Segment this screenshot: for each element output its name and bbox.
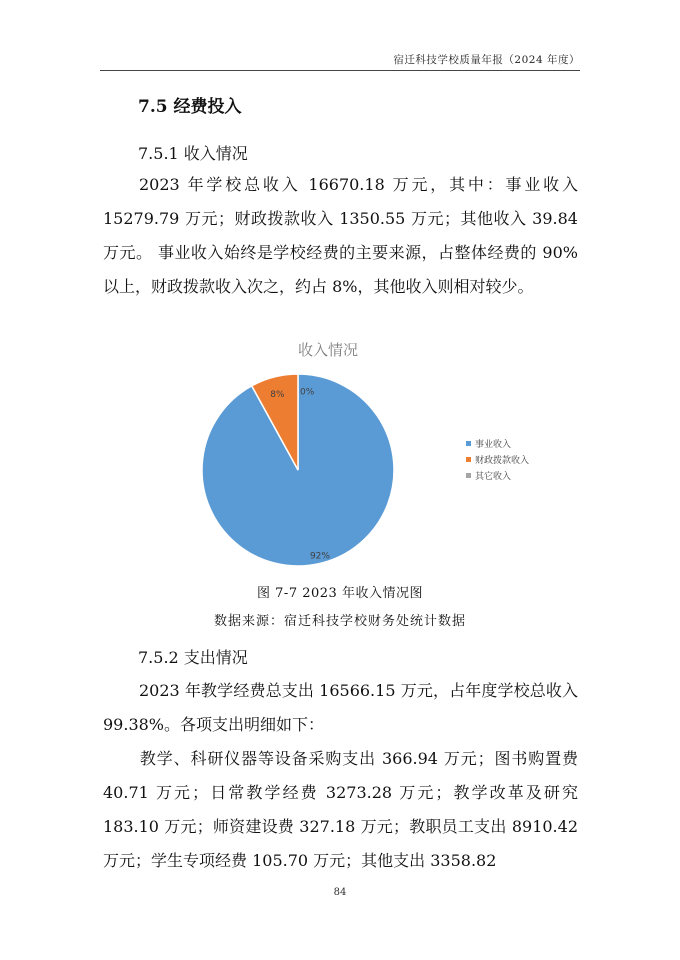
figure-source: 数据来源：宿迁科技学校财务处统计数据 (213, 614, 466, 629)
legend-swatch-1 (466, 441, 471, 446)
pie-label-3: 0% (300, 387, 315, 398)
expense-intro-paragraph (103, 674, 578, 742)
page-number: 84 (333, 887, 347, 898)
pie-label-1: 92% (309, 551, 330, 562)
figure-caption: 图 7-7 2023 年收入情况图 (257, 586, 423, 601)
chart-legend (466, 438, 529, 482)
running-header: 宿迁科技学校质量年报（2024 年度） (393, 54, 580, 66)
section-title: 7.5 经费投入 (138, 97, 242, 117)
pie-slices (202, 374, 394, 566)
expense-detail-text: 教学、科研仪器等设备采购支出 366.94 万元；图书购置费 40.71 万元；日常教学经费 3273.28 万元；教学改革及研究 183.10 万元；师资建设费 327.18 万元；教职员工支出 8910.42 万元；学生专项经费 105.70 万元；其他支出 3358.82 (103, 749, 578, 870)
legend-swatch-2 (466, 457, 471, 462)
legend-swatch-3 (466, 473, 471, 478)
income-paragraph (103, 168, 578, 304)
header-rule (100, 70, 580, 71)
chart-title: 收入情况 (297, 341, 359, 359)
expense-detail-paragraph (103, 742, 578, 878)
expense-intro-text: 2023 年教学经费总支出 16566.15 万元，占年度学校总收入 99.38%。各项支出明细如下： (103, 681, 578, 734)
legend-label-3: 其它收入 (475, 472, 512, 482)
legend-label-1: 事业收入 (475, 440, 512, 450)
pie-chart-svg (198, 335, 558, 575)
expense-subtitle: 7.5.2 支出情况 (138, 648, 248, 667)
income-subtitle: 7.5.1 收入情况 (138, 144, 248, 163)
income-pie-chart (198, 335, 558, 575)
legend-label-2: 财政拨款收入 (475, 456, 530, 466)
pie-label-2: 8% (270, 389, 285, 400)
income-paragraph-text: 2023 年学校总收入 16670.18 万元，其中：事业收入 15279.79 万元；财政拨款收入 1350.55 万元；其他收入 39.84 万元。 事业收入始终是学校经费的主要来源，占整体经费的 90%以上，财政拨款收入次之，约占 8%，其他收入则相对较少。 (103, 175, 578, 296)
